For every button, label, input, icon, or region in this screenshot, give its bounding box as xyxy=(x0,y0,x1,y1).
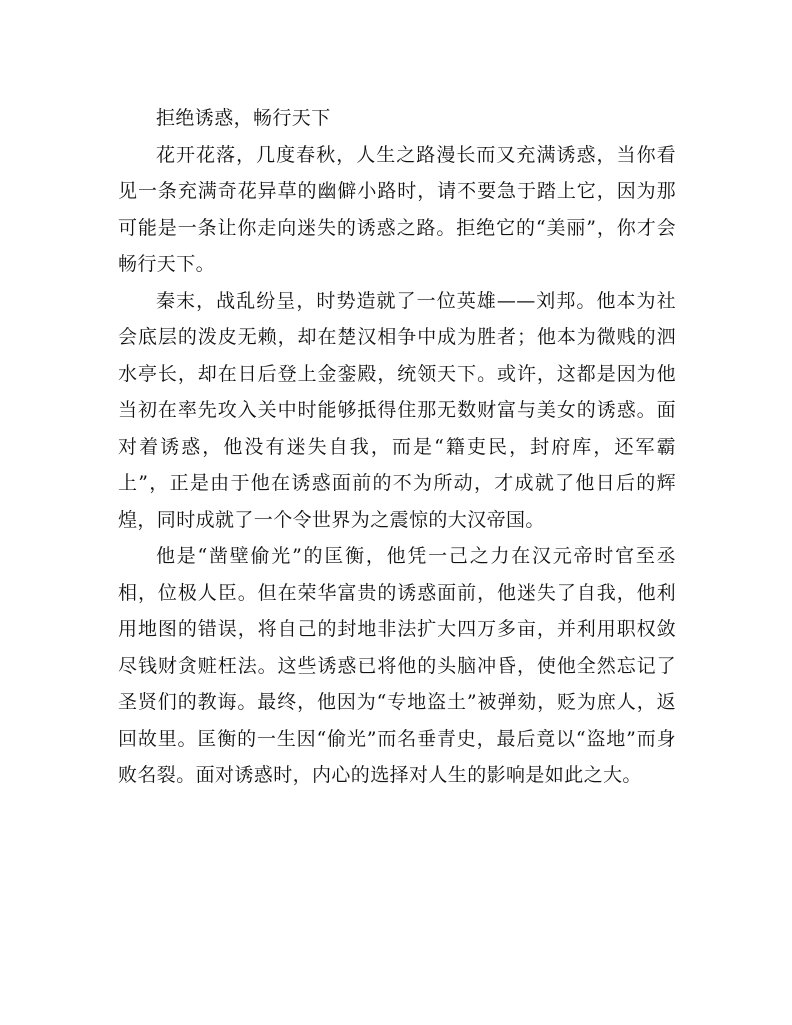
essay-title: 拒绝诱惑，畅行天下 xyxy=(156,107,331,129)
essay-paragraph-3: 他是“凿壁偷光”的匡衡，他凭一己之力在汉元帝时官至丞相，位极人臣。但在荣华富贵的诱惑面前，他迷失了自我，他利用地图的错误，将自己的封地非法扩大四万多亩，并利用职权敛尽钱财贪赃枉法。这些诱惑已将他的头脑冲昏，使他全然忘记了圣贤们的教诲。最终，他因为“专地盗土”被弹劾，贬为庶人，返回故里。匡衡的一生因“偷光”而名垂青史，最后竟以“盗地”而身败名裂。面对诱惑时，内心的选择对人生的影响是如此之大。 xyxy=(118,545,676,786)
essay-paragraph-2: 秦末，战乱纷呈，时势造就了一位英雄——刘邦。他本为社会底层的泼皮无赖，却在楚汉相争中成为胜者；他本为微贱的泗水亭长，却在日后登上金銮殿，统领天下。或许，这都是因为他当初在率先攻入关中时能够抵得住那无数财富与美女的诱惑。面对着诱惑，他没有迷失自我，而是“籍吏民，封府库，还军霸上”，正是由于他在诱惑面前的不为所动，才成就了他日后的辉煌，同时成就了一个令世界为之震惊的大汉帝国。 xyxy=(118,289,676,531)
essay-body xyxy=(118,100,676,794)
essay-paragraph-1: 花开花落，几度春秋，人生之路漫长而又充满诱惑，当你看见一条充满奇花异草的幽僻小路时，请不要急于踏上它，因为那可能是一条让你走向迷失的诱惑之路。拒绝它的“美丽”，你才会畅行天下。 xyxy=(118,143,676,275)
